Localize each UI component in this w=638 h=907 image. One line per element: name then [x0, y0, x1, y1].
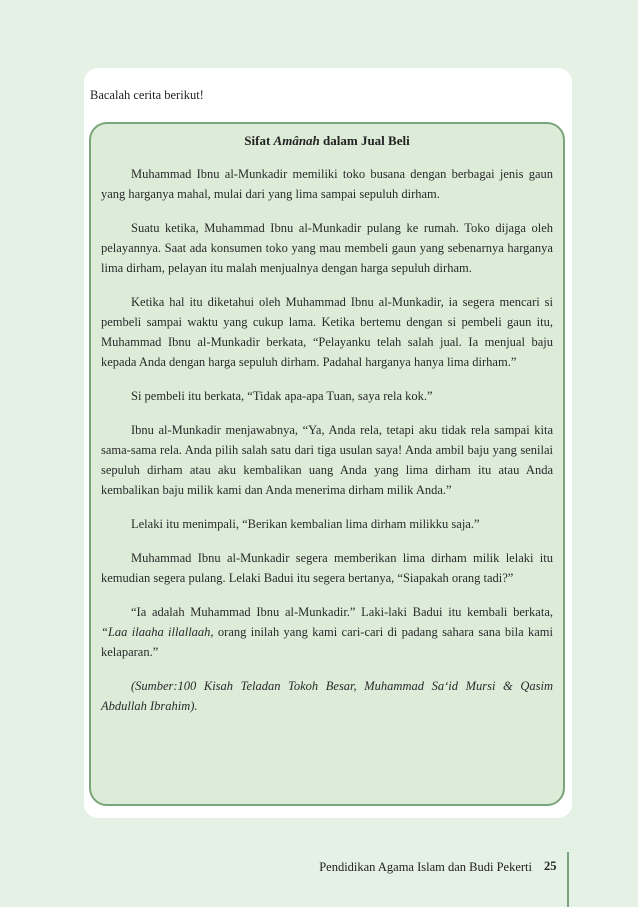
- story-paragraph-4: Si pembeli itu berkata, “Tidak apa-apa Tuan, saya rela kok.”: [131, 389, 433, 403]
- footer-book-title: Pendidikan Agama Islam dan Budi Pekerti: [319, 860, 532, 874]
- story-box: [89, 122, 565, 806]
- story-paragraph-2: Suatu ketika, Muhammad Ibnu al-Munkadir pulang ke rumah. Toko dijaga oleh pelayannya. Saat ada konsumen toko yang mau membeli gaun yang sebenarnya harganya lima dirham, pelayan itu malah menjualnya dengan harga sepuluh dirham.: [101, 221, 553, 275]
- story-paragraph-6: Lelaki itu menimpali, “Berikan kembalian lima dirham milikku saja.”: [131, 517, 480, 531]
- story-paragraph-8: [101, 602, 553, 662]
- story-paragraph-1: Muhammad Ibnu al-Munkadir memiliki toko busana dengan berbagai jenis gaun yang harganya mahal, mulai dari yang lima sampai sepuluh dirham.: [101, 167, 553, 201]
- story-paragraph-8-italic: “Laa ilaaha illallaah,: [101, 625, 214, 639]
- instruction-text: Bacalah cerita berikut!: [90, 88, 204, 102]
- story-title: [101, 132, 553, 150]
- story-paragraph-7: Muhammad Ibnu al-Munkadir segera memberikan lima dirham milik lelaki itu kemudian segera pulang. Lelaki Badui itu segera bertanya, “Siapakah orang tadi?”: [101, 551, 553, 585]
- story-paragraph-8-end: orang inilah yang kami cari-cari di padang sahara sana bila kami kelaparan.”: [101, 625, 553, 659]
- page-number: 25: [544, 859, 557, 873]
- story-paragraph-5: Ibnu al-Munkadir menjawabnya, “Ya, Anda rela, tetapi aku tidak rela sampai kita sama-sama rela. Anda pilih salah satu dari tiga usulan saya! Anda ambil baju yang senilai sepuluh dirham atau aku kembalikan uang Anda yang lima dirham itu atau Anda kembalikan baju milik kami dan Anda menerima dirham milik Anda.”: [101, 423, 553, 497]
- story-source-citation: (Sumber:100 Kisah Teladan Tokoh Besar, Muhammad Sa‘id Mursi & Qasim Abdullah Ibrahim).: [101, 679, 553, 713]
- story-paragraph-8-start: “Ia adalah Muhammad Ibnu al-Munkadir.” Laki-laki Badui itu kembali berkata,: [131, 605, 553, 619]
- story-paragraph-3: Ketika hal itu diketahui oleh Muhammad Ibnu al-Munkadir, ia segera mencari si pembeli sampai waktu yang cukup lama. Ketika bertemu dengan si pembeli gaun itu, Muhammad Ibnu al-Munkadir berkata, “Pelayanku telah salah jual. Ia menjual baju kepada Anda dengan harga sepuluh dirham. Padahal harganya hanya lima dirham.”: [101, 295, 553, 369]
- story-title-prefix: Sifat: [244, 133, 274, 148]
- footer-vertical-rule: [567, 852, 569, 907]
- story-title-italic-word: Amânah: [273, 133, 320, 148]
- story-title-suffix: dalam Jual Beli: [319, 133, 410, 148]
